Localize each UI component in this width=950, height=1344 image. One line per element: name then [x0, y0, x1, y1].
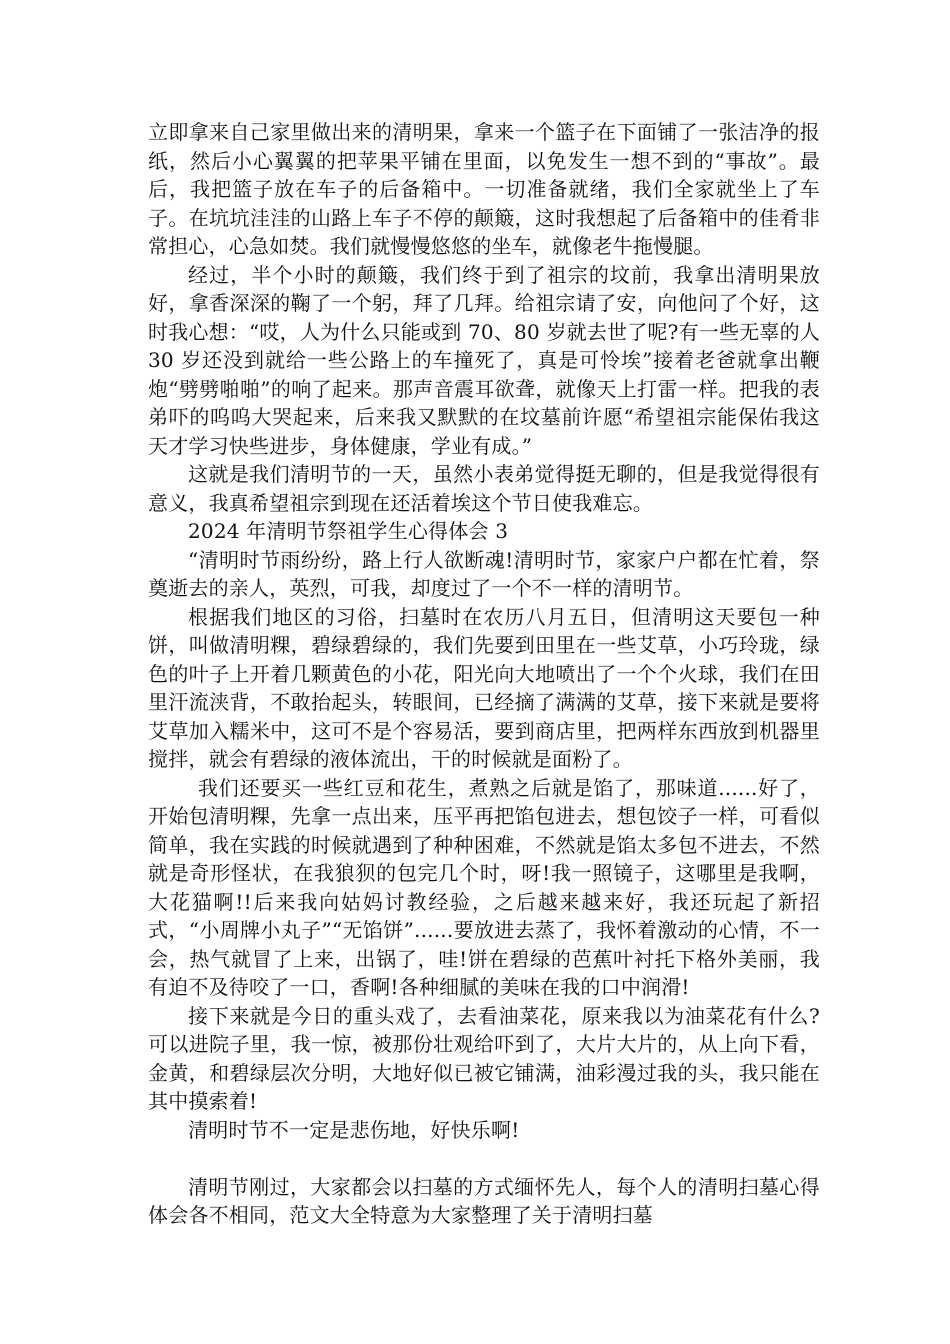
- paragraph-5: 根据我们地区的习俗，扫墓时在农历八月五日，但清明这天要包一种饼，叫做清明粿，碧绿碧绿的，我们先要到田里在一些艾草，小巧玲珑，绿色的叶子上开着几颗黄色的小花，阳光向大地喷出了一个个火球，我们在田里汗流浃背，不敢抬起头，转眼间，已经摘了满满的艾草，接下来就是要将艾草加入糯米中，这可不是个容易活，要到商店里，把两样东西放到机器里搅拌，就会有碧绿的液体流出，干的时候就是面粉了。: [148, 604, 820, 771]
- paragraph-2: 经过，半个小时的颠簸，我们终于到了祖宗的坟前，我拿出清明果放好，拿香深深的鞠了一个躬，拜了几拜。给祖宗请了安，向他问了个好，这时我心想：“哎，人为什么只能或到 70、80 岁就去世了呢?有一些无辜的人 30 岁还没到就给一些公路上的车撞死了，真是可怜埃”接着老爸就拿出鞭炮“劈劈啪啪”的响了起来。那声音震耳欲聋，就像天上打雷一样。把我的表弟吓的呜呜大哭起来，后来我又默默的在坟墓前许愿“希望祖宗能保佑我这天才学习快些进步，身体健康，学业有成。”: [148, 262, 820, 458]
- paragraph-1: 立即拿来自己家里做出来的清明果，拿来一个篮子在下面铺了一张洁净的报纸，然后小心翼翼的把苹果平铺在里面，以免发生一想不到的“事故”。最后，我把篮子放在车子的后备箱中。一切准备就绪，我们全家就坐上了车子。在坑坑洼洼的山路上车子不停的颠簸，这时我想起了后备箱中的佳肴非常担心，心急如焚。我们就慢慢悠悠的坐车，就像老牛拖慢腿。: [148, 120, 820, 258]
- paragraph-6: 我们还要买一些红豆和花生，煮熟之后就是馅了，那味道......好了，开始包清明粿，先拿一点出来，压平再把馅包进去，想包饺子一样，可看似简单，我在实践的时候就遇到了种种困难，不然就是馅太多包不进去，不然就是奇形怪状，在我狼狈的包完几个时，呀!我一照镜子，这哪里是我啊，大花猫啊!!后来我向姑妈讨教经验，之后越来越来好，我还玩起了新招式，“小周牌小丸子”“无馅饼”......要放进去蒸了，我怀着激动的心情，不一会，热气就冒了上来，出锅了，哇!饼在碧绿的芭蕉叶衬托下格外美丽，我有迫不及待咬了一口，香啊!各种细腻的美味在我的口中润滑!: [148, 775, 820, 999]
- paragraph-spacer: [148, 1144, 820, 1173]
- paragraph-4: “清明时节雨纷纷，路上行人欲断魂!清明时节，家家户户都在忙着，祭奠逝去的亲人，英烈，可我，却度过了一个不一样的清明节。: [148, 547, 820, 600]
- paragraph-9: 清明节刚过，大家都会以扫墓的方式缅怀先人，每个人的清明扫墓心得体会各不相同，范文大全特意为大家整理了关于清明扫墓: [148, 1174, 820, 1227]
- document-body: [148, 118, 820, 1230]
- paragraph-3: 这就是我们清明节的一天，虽然小表弟觉得挺无聊的，但是我觉得很有意义，我真希望祖宗到现在还活着埃这个节日使我难忘。: [148, 462, 820, 515]
- paragraph-8: 清明时节不一定是悲伤地，好快乐啊!: [188, 1117, 520, 1142]
- section-heading: 2024 年清明节祭祖学生心得体会 3: [188, 519, 509, 543]
- paragraph-7: 接下来就是今日的重头戏了，去看油菜花，原来我以为油菜花有什么?可以进院子里，我一惊，被那份壮观给吓到了，大片大片的，从上向下看，金黄，和碧绿层次分明，大地好似已被它铺满，油彩漫过我的头，我只能在其中摸索着!: [148, 1003, 820, 1113]
